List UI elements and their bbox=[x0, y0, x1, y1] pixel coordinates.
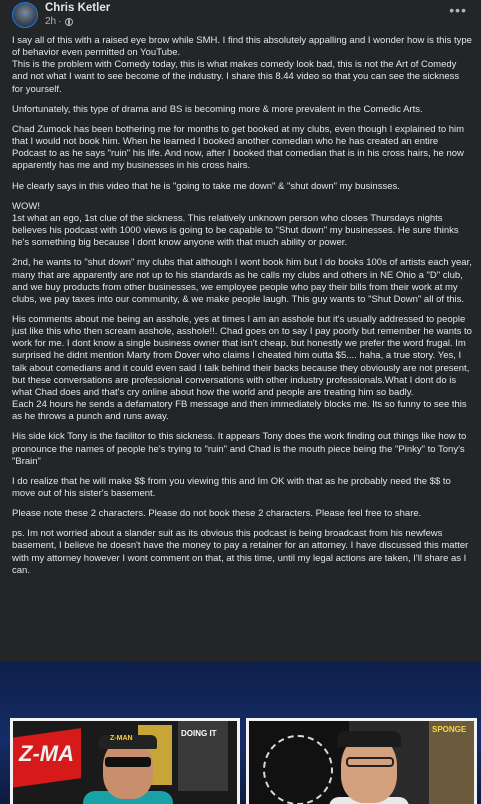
post-paragraph-9: I do realize that he will make $$ from you viewing this and Im OK with that as he probably need the $$ to move out of his sister's basement. bbox=[12, 475, 451, 499]
post-time[interactable]: 2h bbox=[45, 16, 57, 27]
video-thumbnail[interactable] bbox=[0, 661, 481, 804]
globe-icon bbox=[65, 18, 73, 26]
circular-logo bbox=[263, 735, 333, 804]
post-paragraph-5: WOW! 1st what an ego, 1st clue of the sickness. This relatively unknown person who closes Thursdays nights believes his podcast with 1000 views is going to be capable to "Shut down" my businesses. He sure thinks he's something big because I dont know anyone with that much ability or power. bbox=[12, 200, 459, 249]
post-meta bbox=[45, 16, 73, 27]
post-paragraph-10: Please note these 2 characters. Please do not book these 2 characters. Please feel free to share. bbox=[12, 508, 422, 520]
post-paragraph-3: Chad Zumock has been bothering me for months to get booked at my clubs, even though I explained to him that I would not book him. When he learned I booked another comedian who he has created an entire Podcast to as he says "ruin" his life. And now, after I booked that comedian that is in his cross hairs, he now apparently has me and my businesses in his cross hairs. bbox=[12, 123, 465, 172]
author-name[interactable]: Chris Ketler bbox=[45, 2, 111, 14]
post-paragraph-11: ps. Im not worried about a slander suit as its obvious this podcast is being broadcast from his newfews basement, I believe he doesn't have the money to pay a retainer for an attorney. I have discussed this matter with my attorney however I wont comment on that, at this time, until my legal actions are taken, I'll share as I can. bbox=[12, 528, 469, 576]
video-frame-right bbox=[246, 718, 477, 804]
hat-text: Z-MAN bbox=[110, 735, 133, 742]
post-paragraph-1: I say all of this with a raised eye brow while SMH. I find this absolutely appalling and I wonder how is this type of behavior even permitted on YouTube. This is the problem with Comedy today, this is what makes comedy look bad, this is not the Art of Comedy and not what I want to see become of the industry. I share this 8.44 video so that you can see the sickness for yourself. bbox=[12, 35, 472, 95]
post-text bbox=[12, 35, 472, 585]
meta-separator: · bbox=[58, 16, 62, 27]
post-paragraph-2: Unfortunately, this type of drama and BS is becoming more & more prevalent in the Comedic Arts. bbox=[12, 103, 423, 115]
video-frame-left bbox=[10, 718, 240, 804]
post-paragraph-8: His side kick Tony is the facilitor to this sickness. It appears Tony does the work finding out things like how to pronounce the names of people he's trying to "ruin" and Chad is the mouth piece being the "Pinky" to Tony's "Brain" bbox=[12, 431, 467, 467]
sunglasses bbox=[105, 757, 151, 767]
poster-text: DOING IT bbox=[181, 729, 217, 738]
sponge-sign: SPONGE bbox=[432, 725, 467, 734]
post-paragraph-6: 2nd, he wants to "shut down" my clubs that although I wont book him but I do books 100s of artists each year, many that are apparently are not up to his standards as he calls my clubs and others in NE Ohio a "D" club, and we buy products from other businesses, we employee people who pay their bills from their work at my clubs, we pay taxes into our community, & we make people laugh. This guy wants to "Shut Down" all of this. bbox=[12, 257, 472, 305]
glasses-right bbox=[346, 757, 394, 767]
post-paragraph-7: His comments about me being an asshole, yes at times I am an asshole but it's usually addressed to people just like this who then scream asshole, asshole!!. Chad goes on to say I pay poorly but remember he wants to work for me. I dont know a single business owner that isn't cheap, but honestly we prefer the word frugal. Im surprised he didnt mention Marty from Dover who claims I cheated him outta $5.... haha, a true story. Yes, I talk about comedians and it could even said I talk behind their backs because they obviously are not present, but these conversations are professional conversations with other industry professionals.What I dont do is what Chad does and that's cry online about how the world and people are treating him so badly. Each 24 hours he sends a defamatory FB message and then immediately blocks me. Its so funny to see this as he throws a punch and runs away. bbox=[12, 313, 472, 423]
post-header bbox=[0, 0, 481, 30]
more-options-icon[interactable]: ••• bbox=[449, 2, 467, 18]
zm-sign-text: Z-MA bbox=[19, 741, 74, 766]
author-avatar[interactable] bbox=[12, 2, 38, 28]
person-cap-right bbox=[337, 731, 401, 747]
post-paragraph-4: He clearly says in this video that he is "going to take me down" & "shut down" my businsses. bbox=[12, 180, 400, 192]
